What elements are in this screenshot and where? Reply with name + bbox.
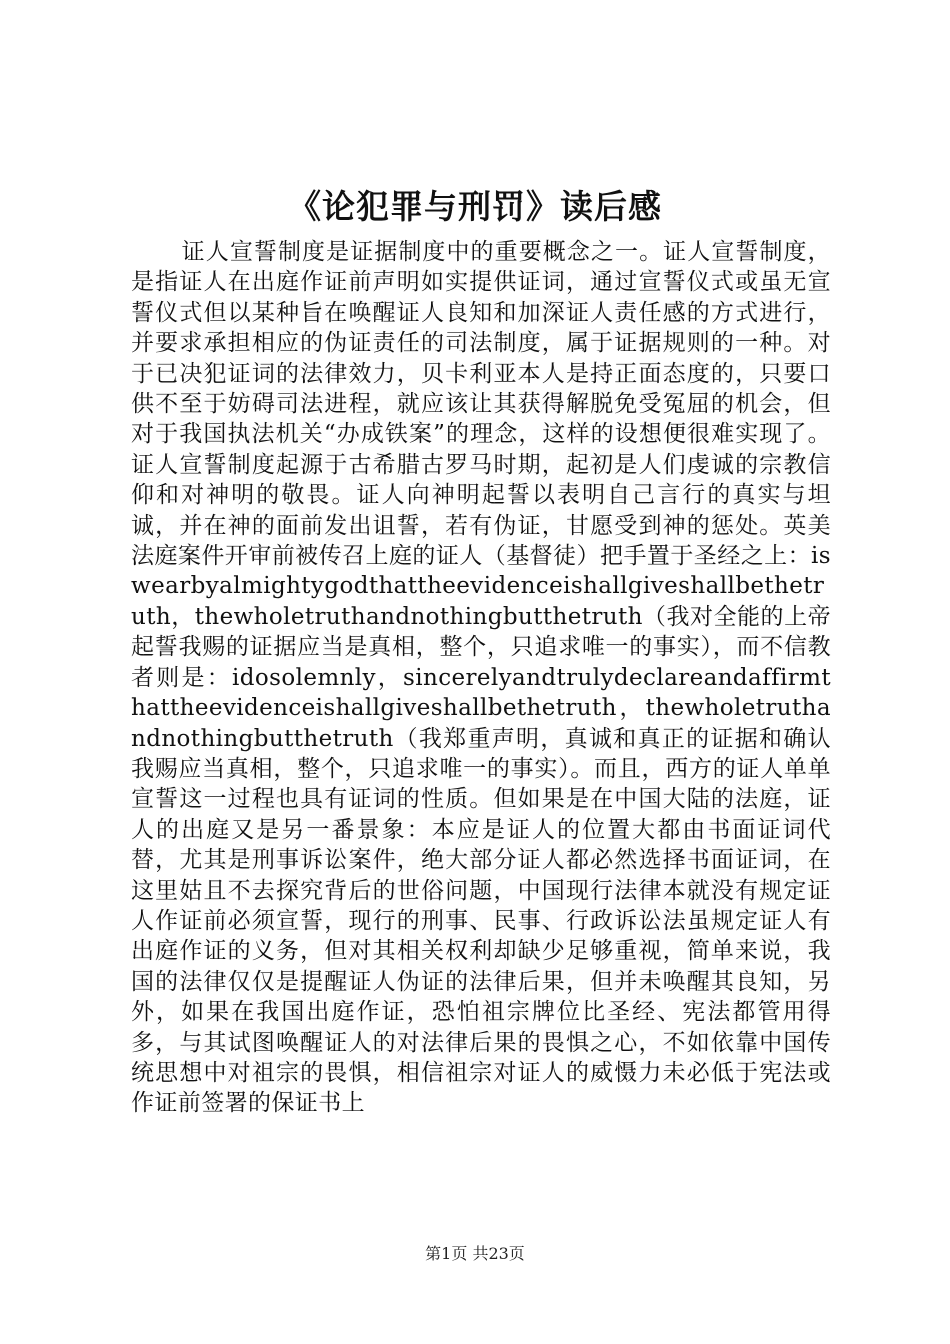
- body-paragraph: [131, 237, 831, 1119]
- document-title: 《论犯罪与刑罚》读后感: [288, 187, 662, 226]
- body-paragraph-text: 证人宣誓制度是证据制度中的重要概念之一。证人宣誓制度，是指证人在出庭作证前声明如实提供证词，通过宣誓仪式或虽无宣誓仪式但以某种旨在唤醒证人良知和加深证人责任感的方式进行，并要求承担相应的伪证责任的司法制度，属于证据规则的一种。对于已决犯证词的法律效力，贝卡利亚本人是持正面态度的，只要口供不至于妨碍司法进程，就应该让其获得解脱免受冤屈的机会，但对于我国执法机关“办成铁案”的理念，这样的设想便很难实现了。证人宣誓制度起源于古希腊古罗马时期，起初是人们虔诚的宗教信仰和对神明的敬畏。证人向神明起誓以表明自己言行的真实与坦诚，并在神的面前发出诅誓，若有伪证，甘愿受到神的惩处。英美法庭案件开审前被传召上庭的证人（基督徒）把手置于圣经之上：iswearbyalmightygodthattheevidenceishallgiveshallbethetruth，thewholetruthandnothingbutthetruth（我对全能的上帝起誓我赐的证据应当是真相，整个，只追求唯一的事实），而不信教者则是：idosolemnly，sincerelyandtrulydeclareandaffirmthattheevidenceishallgiveshallbethetruth，thewholetruthandnothingbutthetruth（我郑重声明，真诚和真正的证据和确认我赐应当真相，整个，只追求唯一的事实）。而且，西方的证人单单宣誓这一过程也具有证词的性质。但如果是在中国大陆的法庭，证人的出庭又是另一番景象：本应是证人的位置大都由书面证词代替，尤其是刑事诉讼案件，绝大部分证人都必然选择书面证词，在这里姑且不去探究背后的世俗问题，中国现行法律本就没有规定证人作证前必须宣誓，现行的刑事、民事、行政诉讼法虽规定证人有出庭作证的义务，但对其相关权利却缺少足够重视，简单来说，我国的法律仅仅是提醒证人伪证的法律后果，但并未唤醒其良知，另外，如果在我国出庭作证，恐怕祖宗牌位比圣经、宪法都管用得多，与其试图唤醒证人的对法律后果的畏惧之心，不如依靠中国传统思想中对祖宗的畏惧，相信祖宗对证人的威慑力未必低于宪法或作证前签署的保证书上: [131, 239, 831, 1117]
- page-number-footer: 第1页 共23页: [425, 1244, 525, 1263]
